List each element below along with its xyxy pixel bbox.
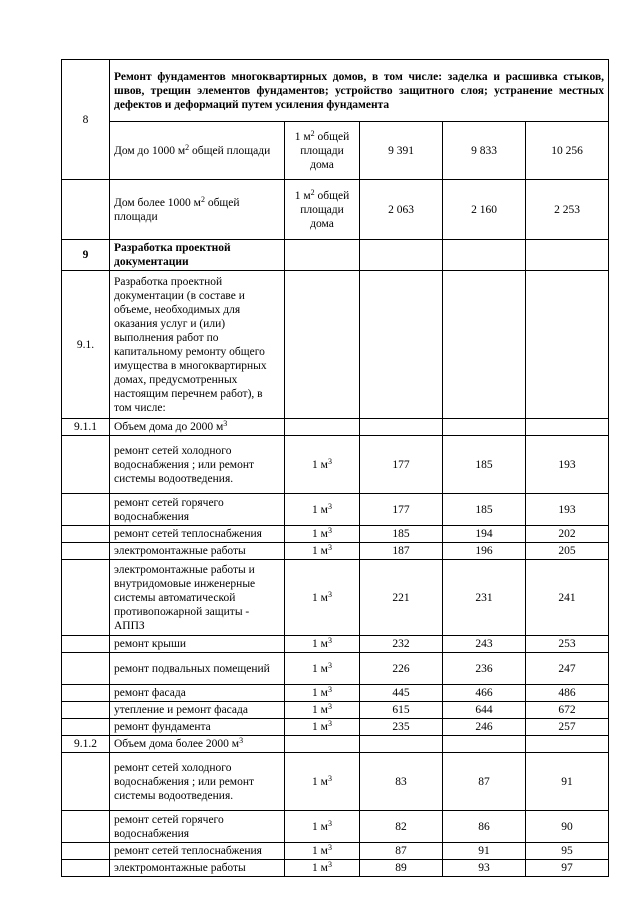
unit-cell: 1 $м^3$ — [285, 843, 360, 860]
item-name: ремонт крыши — [110, 636, 285, 653]
row-number: 9.1.2 — [62, 736, 110, 753]
table-row — [62, 436, 609, 494]
empty-cell — [360, 736, 443, 753]
row-number: 9 — [62, 240, 110, 271]
item-name: электромонтажные работы — [110, 543, 285, 560]
unit-cell: 1 $м^3$ — [285, 560, 360, 636]
item-name: Дом до 1000 $м^2$ общей площади — [110, 122, 285, 180]
item-name: электромонтажные работы и внутридомовые инженерные системы автоматической противопожарной защиты - АППЗ — [110, 560, 285, 636]
value-cell: 205 — [526, 543, 609, 560]
value-cell: 231 — [443, 560, 526, 636]
row-number: 9.1. — [62, 271, 110, 419]
value-cell: 185 — [443, 436, 526, 494]
item-name: электромонтажные работы — [110, 860, 285, 877]
value-cell: 95 — [526, 843, 609, 860]
section-title: Ремонт фундаментов многоквартирных домов, в том числе: заделка и расшивка стыков, швов, трещин элементов фундаментов; устройство защитного слоя; устранение местных дефектов и деформаций путем усиления фундамента — [110, 60, 609, 122]
value-cell: 221 — [360, 560, 443, 636]
value-cell: 241 — [526, 560, 609, 636]
row-number — [62, 719, 110, 736]
item-name: ремонт сетей горячего водоснабжения — [110, 494, 285, 526]
value-cell: 91 — [526, 753, 609, 811]
value-cell: 246 — [443, 719, 526, 736]
empty-cell — [443, 736, 526, 753]
table-row — [62, 526, 609, 543]
row-number — [62, 494, 110, 526]
table-body — [62, 60, 609, 877]
section-9-1-row — [62, 271, 609, 419]
value-cell: 253 — [526, 636, 609, 653]
table-row — [62, 180, 609, 240]
value-cell: 194 — [443, 526, 526, 543]
table-row — [62, 860, 609, 877]
item-name: ремонт сетей теплоснабжения — [110, 526, 285, 543]
item-name: ремонт сетей холодного водоснабжения ; или ремонт системы водоотведения. — [110, 436, 285, 494]
subsection-title: Объем дома более 2000 $м^3$ — [110, 736, 285, 753]
unit-cell: 1 $м^3$ — [285, 685, 360, 702]
value-cell: 672 — [526, 702, 609, 719]
value-cell: 97 — [526, 860, 609, 877]
table-row — [62, 753, 609, 811]
value-cell: 9 833 — [443, 122, 526, 180]
empty-cell — [285, 736, 360, 753]
item-name: ремонт сетей горячего водоснабжения — [110, 811, 285, 843]
value-cell: 466 — [443, 685, 526, 702]
item-name: Разработка проектной документации (в составе и объеме, необходимых для оказания услуг и (или) выполнения работ по капитальному ремонту общего имущества в многоквартирных домах, предусмотренных настоящим перечнем работ), в том числе: — [110, 271, 285, 419]
subsection-header-row — [62, 419, 609, 436]
item-name: ремонт сетей холодного водоснабжения ; или ремонт системы водоотведения. — [110, 753, 285, 811]
unit-cell: 1 $м^3$ — [285, 753, 360, 811]
value-cell: 235 — [360, 719, 443, 736]
value-cell: 82 — [360, 811, 443, 843]
unit-cell: 1 $м^3$ — [285, 636, 360, 653]
value-cell: 2 253 — [526, 180, 609, 240]
table-row — [62, 653, 609, 685]
value-cell: 87 — [443, 753, 526, 811]
row-number — [62, 843, 110, 860]
row-number — [62, 685, 110, 702]
item-name: Дом более 1000 $м^2$ общей площади — [110, 180, 285, 240]
value-cell: 247 — [526, 653, 609, 685]
value-cell: 236 — [443, 653, 526, 685]
table-row — [62, 122, 609, 180]
unit-cell: 1 $м^3$ — [285, 526, 360, 543]
subsection-header-row — [62, 736, 609, 753]
value-cell: 202 — [526, 526, 609, 543]
row-number — [62, 653, 110, 685]
value-cell: 257 — [526, 719, 609, 736]
value-cell: 644 — [443, 702, 526, 719]
row-number — [62, 180, 110, 240]
value-cell: 193 — [526, 494, 609, 526]
empty-cell — [360, 419, 443, 436]
table-row — [62, 560, 609, 636]
empty-cell — [526, 736, 609, 753]
value-cell: 615 — [360, 702, 443, 719]
unit-cell: 1 $м^3$ — [285, 436, 360, 494]
value-cell: 86 — [443, 811, 526, 843]
value-cell: 226 — [360, 653, 443, 685]
value-cell: 177 — [360, 436, 443, 494]
value-cell: 196 — [443, 543, 526, 560]
value-cell: 90 — [526, 811, 609, 843]
empty-cell — [285, 419, 360, 436]
value-cell: 10 256 — [526, 122, 609, 180]
value-cell: 445 — [360, 685, 443, 702]
value-cell: 185 — [443, 494, 526, 526]
table-row — [62, 636, 609, 653]
item-name: ремонт подвальных помещений — [110, 653, 285, 685]
row-number — [62, 543, 110, 560]
price-table — [61, 59, 609, 877]
table-row — [62, 843, 609, 860]
row-number: 8 — [62, 60, 110, 180]
value-cell: 2 063 — [360, 180, 443, 240]
row-number — [62, 860, 110, 877]
row-number — [62, 702, 110, 719]
value-cell: 243 — [443, 636, 526, 653]
value-cell: 2 160 — [443, 180, 526, 240]
section-9-header-row — [62, 240, 609, 271]
row-number: 9.1.1 — [62, 419, 110, 436]
value-cell: 177 — [360, 494, 443, 526]
empty-cell — [443, 419, 526, 436]
unit-cell: 1 $м^3$ — [285, 653, 360, 685]
item-name: утепление и ремонт фасада — [110, 702, 285, 719]
unit-cell: 1 $м^3$ — [285, 860, 360, 877]
unit-cell: 1 $м^3$ — [285, 543, 360, 560]
subsection-title: Объем дома до 2000 $м^3$ — [110, 419, 285, 436]
value-cell: 83 — [360, 753, 443, 811]
value-cell: 93 — [443, 860, 526, 877]
unit-cell: 1 $м^3$ — [285, 719, 360, 736]
value-cell: 9 391 — [360, 122, 443, 180]
row-number — [62, 560, 110, 636]
section-8-header-row — [62, 60, 609, 122]
item-name: ремонт фасада — [110, 685, 285, 702]
value-cell: 185 — [360, 526, 443, 543]
value-cell: 89 — [360, 860, 443, 877]
row-number — [62, 526, 110, 543]
value-cell: 87 — [360, 843, 443, 860]
table-row — [62, 702, 609, 719]
table-row — [62, 685, 609, 702]
table-row — [62, 811, 609, 843]
row-number — [62, 753, 110, 811]
table-row — [62, 719, 609, 736]
value-cell: 486 — [526, 685, 609, 702]
section-title: Разработка проектной документации — [110, 240, 285, 271]
value-cell: 193 — [526, 436, 609, 494]
unit-cell: 1 $м^3$ — [285, 494, 360, 526]
unit-cell: 1 $м^3$ — [285, 811, 360, 843]
empty-cell — [526, 419, 609, 436]
row-number — [62, 436, 110, 494]
value-cell: 232 — [360, 636, 443, 653]
row-number — [62, 636, 110, 653]
unit-cell: 1 $м^2$ общей площади дома — [285, 180, 360, 240]
unit-cell: 1 $м^3$ — [285, 702, 360, 719]
item-name: ремонт фундамента — [110, 719, 285, 736]
value-cell: 187 — [360, 543, 443, 560]
table-row — [62, 494, 609, 526]
unit-cell: 1 $м^2$ общей площади дома — [285, 122, 360, 180]
value-cell: 91 — [443, 843, 526, 860]
row-number — [62, 811, 110, 843]
table-row — [62, 543, 609, 560]
item-name: ремонт сетей теплоснабжения — [110, 843, 285, 860]
